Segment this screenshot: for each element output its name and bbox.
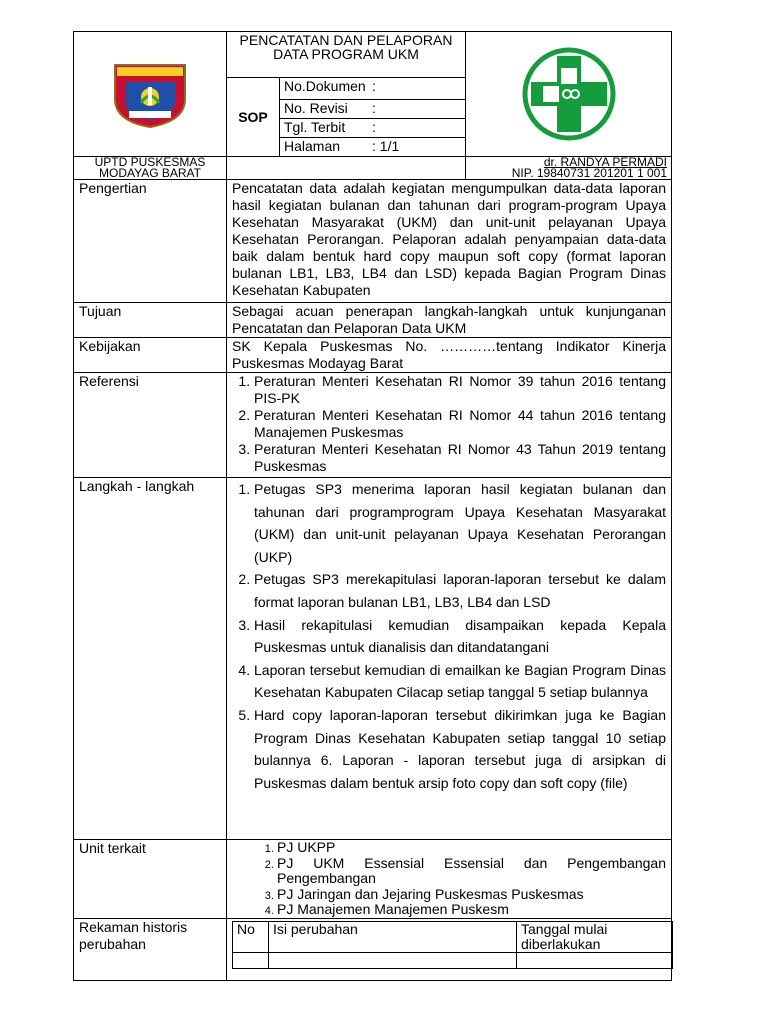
langkah-list-cell: [227, 478, 672, 840]
list-item: 2. Peraturan Menteri Kesehatan RI Nomor 44 tahun 2016 tentang Manajemen Puskesmas: [254, 407, 666, 441]
history-table: [232, 921, 673, 969]
list-item: 5. Hard copy laporan-laporan tersebut dikirimkan juga ke Bagian Program Dinas Kesehatan Kabupaten setiap tanggal 10 setiap bulannya 6. Laporan - laporan tersebut juga di arsipkan di Puskesmas dalam bentuk arsip foto copy dan soft copy (file): [254, 704, 666, 794]
header-table: [73, 31, 672, 180]
list-item: 3. PJ Jaringan dan Jejaring Puskesmas Puskesmas: [277, 887, 666, 903]
field-tgl-terbit: Tgl. Terbit :: [280, 119, 466, 138]
history-col-no: No: [233, 921, 269, 952]
field-no-revisi: No. Revisi :: [280, 100, 466, 119]
list-item: 4. PJ Manajemen Manajemen Puskesm: [277, 902, 666, 918]
history-col-tanggal: Tanggal mulai diberlakukan: [517, 921, 673, 952]
field-halaman: Halaman : 1/1: [280, 138, 466, 157]
pengertian-text: Pencatatan data adalah kegiatan mengumpulkan data-data laporan hasil kegiatan bulanan dan tahunan dari program-program Upaya Kesehatan Masyarakat (UKM) dan unit-unit pelayanan Upaya Kesehatan Perorangan. Pelaporan adalah penyampaian data-data baik dalam bentuk hard copy maupun soft copy (format laporan bulanan LB1, LB3, LB4 dan LSD) kepada Bagian Program Dinas Kesehatan Kabupaten: [227, 180, 672, 303]
kebijakan-text: SK Kepala Puskesmas No. …………tentang Indikator Kinerja Puskesmas Modayag Barat: [227, 338, 672, 373]
right-logo-cell: [466, 32, 672, 157]
signer: [466, 157, 672, 180]
list-item: 4. Laporan tersebut kemudian di emailkan ke Bagian Program Dinas Kesehatan Kabupaten Cilacap setiap tanggal 5 setiap bulannya: [254, 659, 666, 704]
table-row: [233, 952, 673, 968]
sop-label: SOP: [227, 78, 280, 157]
list-item: 3. Peraturan Menteri Kesehatan RI Nomor 43 Tahun 2019 tentang Puskesmas: [254, 441, 666, 475]
pengertian-label: Pengertian: [74, 180, 227, 303]
list-item: 1. Peraturan Menteri Kesehatan RI Nomor 39 tahun 2016 tentang PIS-PK: [254, 373, 666, 407]
referensi-label: Referensi: [74, 373, 227, 478]
sop-document: [73, 31, 671, 981]
unit-terkait-label: Unit terkait: [74, 840, 227, 919]
signer-name: dr. RANDYA PERMADI: [543, 155, 667, 169]
puskesmas-cross-logo-icon: [521, 46, 617, 142]
list-item: 2. Petugas SP3 merekapitulasi laporan-laporan tersebut ke dalam format laporan bulanan LB1, LB3, LB4 dan LSD: [254, 568, 666, 613]
langkah-list: [232, 478, 666, 794]
rekaman-label: Rekaman historis perubahan: [74, 918, 227, 980]
list-item: 1. PJ UKPP: [277, 840, 666, 856]
list-item: 3. Hasil rekapitulasi kemudian disampaikan kepada Kepala Puskesmas untuk dianalisis dan ditandatangani: [254, 614, 666, 659]
list-item: 1. Petugas SP3 menerima laporan hasil kegiatan bulanan dan tahunan dari programprogram Upaya Kesehatan Masyarakat (UKM) dan unit-unit pelayanan Upaya Kesehatan Perorangan (UKP): [254, 478, 666, 568]
blank-cell: [227, 157, 466, 180]
unit-terkait-list-cell: [227, 840, 672, 919]
list-item: 2. PJ UKM Essensial Essensial dan Pengembangan Pengembangan: [277, 856, 666, 887]
tujuan-text: Sebagai acuan penerapan langkah-langkah untuk kunjunganan Pencatatan dan Pelaporan Data UKM: [227, 303, 672, 338]
left-logo-cell: [74, 32, 227, 157]
referensi-list: [232, 373, 666, 475]
langkah-label: Langkah - langkah: [74, 478, 227, 840]
regency-emblem-icon: [111, 59, 189, 129]
history-col-isi: Isi perubahan: [269, 921, 517, 952]
field-no-dokumen: No.Dokumen :: [280, 78, 466, 100]
document-title: PENCATATAN DAN PELAPORAN DATA PROGRAM UKM: [227, 32, 466, 78]
tujuan-label: Tujuan: [74, 303, 227, 338]
signer-nip: NIP. 19840731 201201 1 001: [511, 166, 667, 180]
kebijakan-label: Kebijakan: [74, 338, 227, 373]
organization-name: UPTD PUSKESMAS MODAYAG BARAT: [74, 157, 227, 180]
unit-terkait-list: [232, 840, 666, 918]
content-table: [73, 179, 672, 981]
rekaman-table-cell: [227, 918, 672, 980]
referensi-list-cell: [227, 373, 672, 478]
